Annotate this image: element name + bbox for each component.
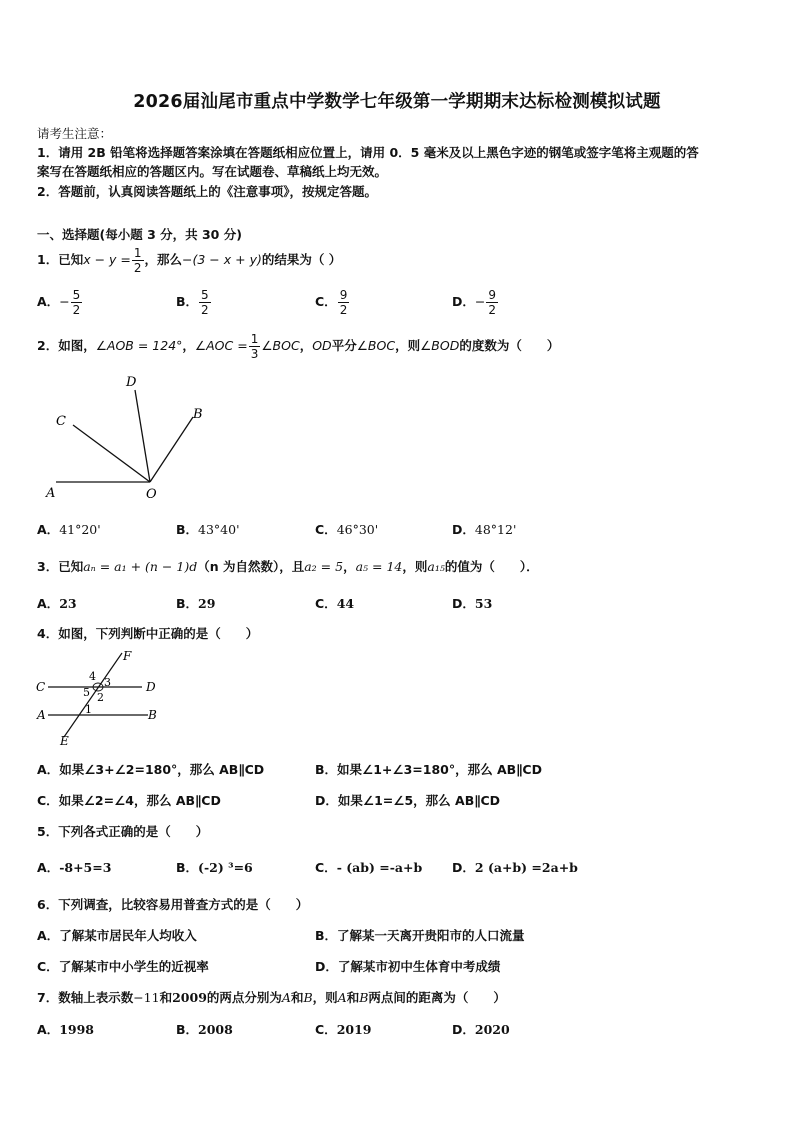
label-angle-5: 5 — [83, 686, 90, 699]
q3-option-b[interactable] — [176, 594, 215, 612]
notice-item-1b: 案写在答题纸相应的答题区内。写在试题卷、草稿纸上均无效。 — [37, 164, 388, 179]
q2-option-d[interactable] — [452, 520, 516, 538]
q1-expr: −(3 − x + y) — [182, 252, 262, 267]
q1-option-d-den: 2 — [488, 303, 497, 317]
notice-item-2: 2．答题前，认真阅读答题纸上的《注意事项》，按规定答题。 — [37, 184, 377, 199]
q7-option-d[interactable] — [452, 1020, 510, 1038]
q5-option-b-text: (-2) ³=6 — [198, 860, 253, 875]
q5-option-a[interactable] — [37, 858, 111, 876]
q7-option-a-label: A． — [37, 1022, 60, 1037]
q7-and-3: 和 — [346, 990, 360, 1005]
q1-option-a-num: 5 — [72, 288, 81, 302]
q1-option-c-frac — [338, 288, 350, 317]
q2-part2b: ∠BOC — [261, 338, 300, 353]
q2-frac-num: 1 — [250, 332, 259, 346]
q3-option-c[interactable] — [315, 594, 354, 612]
q7-mid: 的两点分别为 — [206, 990, 282, 1005]
question-3 — [37, 557, 539, 575]
q3-option-a[interactable] — [37, 594, 77, 612]
q6-option-a-text: 了解某市居民年人均收入 — [59, 928, 197, 943]
label-c: C — [36, 680, 46, 694]
q2-sep1: ， — [182, 338, 195, 353]
label-angle-4: 4 — [89, 670, 96, 683]
q3-option-d-label: D． — [452, 596, 475, 611]
q2-option-a[interactable] — [37, 520, 101, 538]
q1-fraction — [132, 246, 144, 275]
q1-option-c-num: 9 — [339, 288, 348, 302]
q4-option-d[interactable] — [315, 791, 500, 809]
q3-option-d-text: 53 — [474, 596, 493, 611]
q3-mid: ，则 — [402, 559, 428, 574]
question-5: 5．下列各式正确的是（ ） — [37, 824, 209, 839]
q2-suffix: 的度数为（ ） — [459, 338, 560, 353]
q1-frac-num: 1 — [133, 246, 142, 260]
q6-option-a-label: A． — [37, 928, 60, 943]
label-b: B — [148, 708, 157, 722]
q2-part1: ∠AOB = 124° — [95, 338, 183, 353]
q2-part5: ∠BOD — [420, 338, 460, 353]
q7-option-c[interactable] — [315, 1020, 371, 1038]
q1-option-b-num: 5 — [201, 288, 209, 302]
q2-option-a-text: 41°20' — [59, 522, 101, 537]
q3-sep: ， — [343, 559, 356, 574]
q4-option-c-text: 如果∠2=∠4，那么 AB∥CD — [58, 793, 221, 808]
q7-and: 和 — [159, 990, 173, 1005]
q1-option-c[interactable] — [315, 288, 350, 317]
label-a: A — [46, 486, 56, 501]
q3-option-a-label: A． — [37, 596, 60, 611]
q1-option-d-sign: − — [474, 294, 486, 309]
q2-sep3: ，则 — [395, 338, 421, 353]
q5-option-c[interactable] — [315, 858, 422, 876]
q4-option-a-text: 如果∠3+∠2=180°，那么 AB∥CD — [59, 762, 265, 777]
ray-oc — [73, 425, 150, 482]
q1-option-a-den: 2 — [72, 303, 81, 317]
q5-option-a-label: A． — [37, 860, 60, 875]
q6-option-b[interactable] — [315, 926, 525, 944]
q3-target: a₁₅ — [427, 559, 445, 574]
q7-point-a-2: A — [337, 990, 347, 1005]
line-ef — [64, 653, 122, 737]
label-angle-1: 1 — [85, 703, 92, 716]
q1-option-a-label: A． — [37, 294, 60, 309]
q1-option-b-frac — [199, 288, 211, 317]
q3-option-c-text: 44 — [336, 596, 355, 611]
q2-part2a: ∠AOC = — [194, 338, 248, 353]
q4-option-a[interactable] — [37, 760, 264, 778]
label-d: D — [126, 375, 137, 390]
q4-option-b-text: 如果∠1+∠3=180°，那么 AB∥CD — [337, 762, 542, 777]
q6-option-c-label: C． — [37, 959, 59, 974]
ray-ob — [150, 417, 193, 482]
q1-option-d-num: 9 — [488, 288, 497, 302]
q1-option-c-label: C． — [315, 294, 337, 309]
q1-frac-den: 2 — [133, 261, 142, 275]
question-7 — [37, 988, 506, 1006]
label-d: D — [146, 680, 156, 694]
label-o: O — [146, 487, 157, 502]
q7-option-b-label: B． — [176, 1022, 199, 1037]
q2-frac-den: 3 — [250, 347, 259, 361]
q2-part3: OD — [312, 338, 332, 353]
q2-part4: ∠BOC — [356, 338, 396, 353]
q6-option-b-text: 了解某一天离开贵阳市的人口流量 — [337, 928, 525, 943]
q3-option-d[interactable] — [452, 594, 492, 612]
q5-option-c-label: C． — [315, 860, 337, 875]
q3-prefix: 3．已知 — [37, 559, 84, 574]
q2-angle-figure — [40, 372, 220, 507]
q5-option-b[interactable] — [176, 858, 253, 876]
q1-option-c-den: 2 — [339, 303, 348, 317]
question-1 — [37, 246, 341, 275]
question-6: 6．下列调查，比较容易用普查方式的是（ ） — [37, 897, 309, 912]
q1-prefix: 1．已知 — [37, 252, 84, 267]
q7-option-c-label: C． — [315, 1022, 337, 1037]
q2-option-d-text: 48°12' — [474, 522, 517, 537]
q1-option-b-label: B． — [176, 294, 199, 309]
section-heading: 一、选择题(每小题 3 分，共 30 分) — [37, 227, 242, 242]
q6-option-b-label: B． — [315, 928, 338, 943]
q7-option-b[interactable] — [176, 1020, 233, 1038]
q1-option-a-frac — [71, 288, 83, 317]
q6-option-d[interactable] — [315, 957, 500, 975]
q3-cond-1: a₂ = 5 — [304, 559, 344, 574]
q1-option-d-label: D． — [452, 294, 475, 309]
q3-option-b-text: 29 — [198, 596, 216, 611]
q1-option-d-frac — [486, 288, 498, 317]
q6-option-c[interactable] — [37, 957, 209, 975]
q4-option-c[interactable] — [37, 791, 221, 809]
q2-option-c-text: 46°30' — [336, 522, 379, 537]
label-c: C — [56, 414, 66, 429]
label-e: E — [60, 734, 69, 748]
q1-cond: x − y = — [83, 252, 131, 267]
q7-mid-2: ，则 — [312, 990, 338, 1005]
q7-number-2: 2009 — [172, 990, 207, 1005]
q1-mid: ，那么 — [144, 252, 183, 267]
q3-formula: aₙ = a₁ + (n − 1)d — [83, 559, 198, 574]
q5-option-c-text: - (ab) =-a+b — [336, 860, 423, 875]
q7-and-2: 和 — [290, 990, 304, 1005]
q1-option-d[interactable] — [452, 288, 499, 317]
q2-prefix: 2．如图， — [37, 338, 96, 353]
q3-option-a-text: 23 — [59, 596, 77, 611]
q6-option-c-text: 了解某市中小学生的近视率 — [58, 959, 209, 974]
q4-option-c-label: C． — [37, 793, 59, 808]
label-a: A — [37, 708, 46, 722]
q1-option-a[interactable] — [37, 288, 83, 317]
q2-option-c[interactable] — [315, 520, 378, 538]
question-4: 4．如图，下列判断中正确的是（ ） — [37, 626, 259, 641]
q3-paren: （n 为自然数），且 — [197, 559, 305, 574]
q7-option-c-text: 2019 — [336, 1022, 372, 1037]
q6-option-a[interactable] — [37, 926, 197, 944]
q1-option-b-den: 2 — [201, 303, 209, 317]
q5-option-d-label: D． — [452, 860, 475, 875]
q6-option-d-label: D． — [315, 959, 338, 974]
q4-option-b[interactable] — [315, 760, 542, 778]
q7-option-d-text: 2020 — [474, 1022, 510, 1037]
q2-fraction — [249, 332, 261, 361]
q7-suffix: 两点间的距离为（ ） — [368, 990, 506, 1005]
q2-option-b-label: B． — [176, 522, 199, 537]
q1-suffix: 的结果为（ ） — [261, 252, 342, 267]
q3-cond-2: a₅ = 14 — [355, 559, 403, 574]
q2-option-b-text: 43°40' — [198, 522, 240, 537]
q7-option-a-text: 1998 — [59, 1022, 94, 1037]
notice-heading: 请考生注意： — [37, 126, 113, 141]
q3-option-c-label: C． — [315, 596, 337, 611]
q2-option-a-label: A． — [37, 522, 60, 537]
q4-parallel-lines-figure — [34, 647, 174, 749]
q3-option-b-label: B． — [176, 596, 199, 611]
q7-point-b-2: B — [359, 990, 369, 1005]
q4-option-d-label: D． — [315, 793, 338, 808]
notice-item-1a: 1．请用 2B 铅笔将选择题答案涂填在答题纸相应位置上，请用 0．5 毫米及以上黑色字迹的钢笔或签字笔将主观题的答 — [37, 145, 699, 160]
q7-option-d-label: D． — [452, 1022, 475, 1037]
label-b: B — [193, 407, 203, 422]
q2-sep2: ， — [299, 338, 313, 353]
q7-point-a: A — [281, 990, 291, 1005]
q4-option-d-text: 如果∠1=∠5，那么 AB∥CD — [337, 793, 501, 808]
q2-option-c-label: C． — [315, 522, 337, 537]
q4-option-b-label: B． — [315, 762, 338, 777]
q2-option-b[interactable] — [176, 520, 240, 538]
q3-suffix: 的值为（ ）． — [444, 559, 539, 574]
q2-part3b: 平分 — [331, 338, 357, 353]
q7-point-b: B — [303, 990, 313, 1005]
q5-option-b-label: B． — [176, 860, 199, 875]
q7-option-a[interactable] — [37, 1020, 94, 1038]
page-title: 2026届汕尾市重点中学数学七年级第一学期期末达标检测模拟试题 — [133, 92, 661, 112]
q7-option-b-text: 2008 — [198, 1022, 233, 1037]
q4-option-a-label: A． — [37, 762, 60, 777]
q7-number-1: −11 — [133, 990, 160, 1005]
question-2 — [37, 332, 559, 361]
q2-option-d-label: D． — [452, 522, 475, 537]
label-f: F — [123, 649, 132, 663]
q7-prefix: 7．数轴上表示数 — [37, 990, 134, 1005]
q5-option-d-text: 2 (a+b) =2a+b — [474, 860, 578, 875]
q1-option-b[interactable] — [176, 288, 212, 317]
q5-option-d[interactable] — [452, 858, 578, 876]
ray-od — [135, 390, 150, 482]
q6-option-d-text: 了解某市初中生体育中考成绩 — [337, 959, 501, 974]
q1-option-a-sign: − — [59, 294, 70, 309]
label-angle-2: 2 — [97, 691, 104, 704]
label-angle-3: 3 — [104, 676, 111, 689]
q5-option-a-text: -8+5=3 — [59, 860, 112, 875]
